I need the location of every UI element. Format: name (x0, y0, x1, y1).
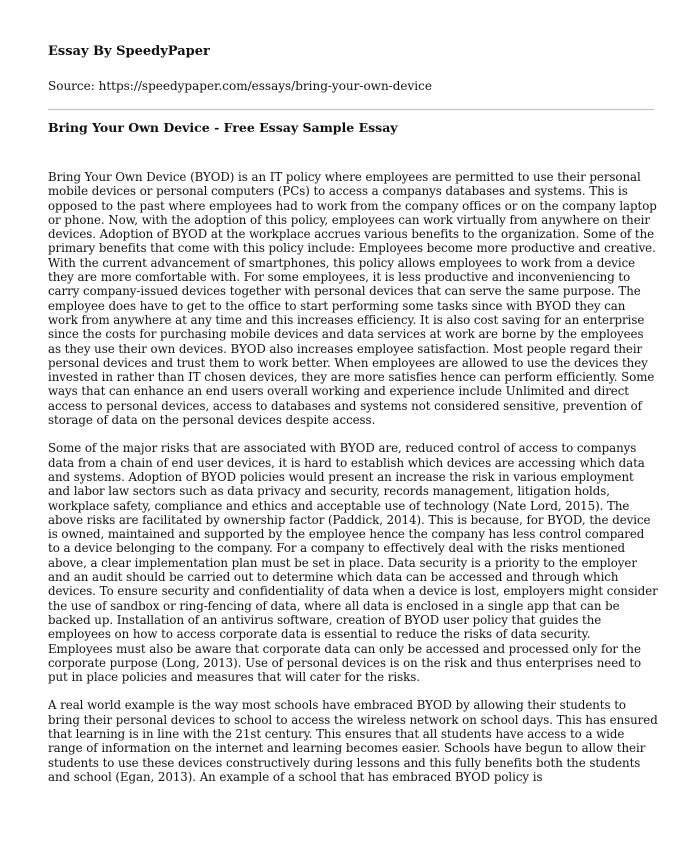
paragraph-2: Some of the major risks that are associated with BYOD are, reduced control of access to companys data from a chain of end user devices, it is hard to establish which devices are accessing which data and systems. Adoption of BYOD policies would present an increase the risk in various employment and labor law sectors such as data privacy and security, records management, litigation holds, workplace safety, compliance and ethics and acceptable use of technology (Nate Lord, 2015). The above risks are facilitated by ownership factor (Paddick, 2014). This is because, for BYOD, the device is owned, maintained and supported by the employee hence the company has less control compared to a device belonging to the company. For a company to effectively deal with the risks mentioned above, a clear implementation plan must be set in place. Data security is a priority to the employer and an audit should be carried out to determine which data can be accessed and through which devices. To ensure security and confidentiality of data when a device is lost, employers might consider the use of sandbox or ring-fencing of data, where all data is enclosed in a single app that can be backed up. Installation of an antivirus software, creation of BYOD user policy that guides the employees on how to access corporate data is essential to reduce the risks of data security. Employees must also be aware that corporate data can only be accessed and processed only for the corporate purpose (Long, 2013). Use of personal devices is on the risk and thus enterprises need to put in place policies and measures that will cater for the risks. (48, 441, 658, 685)
header-divider (48, 109, 654, 110)
essay-body (48, 170, 658, 798)
paragraph-1: Bring Your Own Device (BYOD) is an IT policy where employees are permitted to use their personal mobile devices or personal computers (PCs) to access a companys databases and systems. This is opposed to the past where employees had to work from the company offices or on the company laptop or phone. Now, with the adoption of this policy, employees can work virtually from anywhere on their devices. Adoption of BYOD at the workplace accrues various benefits to the organization. Some of the primary benefits that come with this policy include: Employees become more productive and creative. With the current advancement of smartphones, this policy allows employees to work from a device they are more comfortable with. For some employees, it is less productive and inconveniencing to carry company-issued devices together with personal devices that can serve the same purpose. The employee does have to get to the office to start performing some tasks since with BYOD they can work from anywhere at any time and this increases efficiency. It is also cost saving for an enterprise since the costs for purchasing mobile devices and data services at work are borne by the employees as they use their own devices. BYOD also increases employee satisfaction. Most people regard their personal devices and trust them to work better. When employees are allowed to use the devices they invested in rather than IT chosen devices, they are more satisfies hence can perform efficiently. Some ways that can enhance an end users overall working and experience include Unlimited and direct access to personal devices, access to databases and systems not considered sensitive, prevention of storage of data on the personal devices despite access. (48, 170, 657, 428)
site-title: Essay By SpeedyPaper (48, 44, 210, 59)
document-header (48, 44, 658, 94)
source-line: Source: https://speedypaper.com/essays/bring-your-own-device (48, 79, 432, 93)
essay-title: Bring Your Own Device - Free Essay Sample Essay (48, 120, 398, 135)
paragraph-3: A real world example is the way most schools have embraced BYOD by allowing their students to bring their personal devices to school to access the wireless network on school days. This has ensured that learning is in line with the 21st century. This ensures that all students have access to a wide range of information on the internet and learning becomes easier. Schools have begun to allow their students to use these devices constructively during lessons and this fully benefits both the students and school (Egan, 2013). An example of a school that has embraced BYOD policy is (48, 698, 658, 784)
